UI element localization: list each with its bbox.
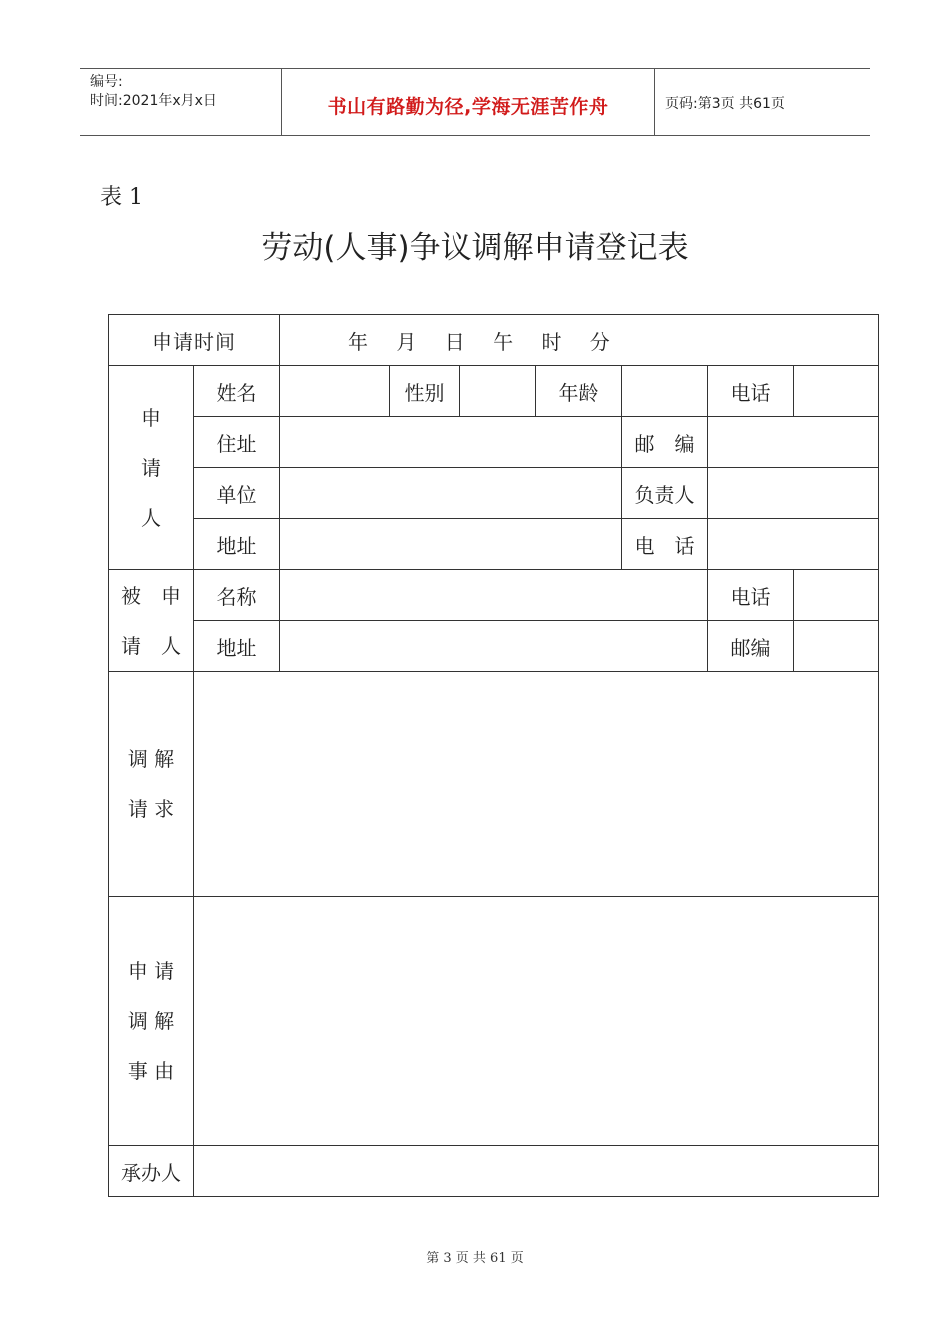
applicant-gender-field[interactable]	[460, 366, 536, 417]
respondent-address-field[interactable]	[280, 621, 708, 672]
apply-time-label: 申请时间	[109, 315, 280, 366]
mediation-request-field[interactable]	[194, 672, 879, 897]
applicant-phone-label: 电话	[708, 366, 794, 417]
page-header	[80, 68, 870, 136]
mediation-reason-field[interactable]	[194, 897, 879, 1146]
applicant-postcode-label: 邮 编	[622, 417, 708, 468]
apply-time-row	[109, 315, 879, 366]
applicant-employer-address-label: 地址	[194, 519, 280, 570]
applicant-employer-phone-label: 电 话	[622, 519, 708, 570]
applicant-address-label: 住址	[194, 417, 280, 468]
date-part-noon: 午	[493, 329, 514, 354]
date-part-hour: 时	[541, 329, 562, 354]
mediation-reason-row	[109, 897, 879, 1146]
applicant-employer-field[interactable]	[280, 468, 622, 519]
header-meta	[90, 73, 217, 111]
handler-row	[109, 1146, 879, 1197]
applicant-group-label: 申 请 人	[109, 366, 194, 570]
respondent-address-label: 地址	[194, 621, 280, 672]
respondent-postcode-label: 邮编	[708, 621, 794, 672]
form-title: 劳动(人事)争议调解申请登记表	[261, 230, 689, 266]
applicant-postcode-field[interactable]	[708, 417, 879, 468]
table-number-label: 表 1	[100, 185, 143, 210]
applicant-employer-phone-field[interactable]	[708, 519, 879, 570]
respondent-group-label: 被 申 请 人	[109, 570, 194, 672]
applicant-leader-label: 负责人	[622, 468, 708, 519]
applicant-row-address	[109, 417, 879, 468]
registration-form-table	[108, 314, 879, 1197]
applicant-name-field[interactable]	[280, 366, 390, 417]
mediation-request-label: 调 解 请 求	[109, 672, 194, 897]
date-part-month: 月	[396, 329, 417, 354]
applicant-row-employer-address	[109, 519, 879, 570]
document-number-label: 编号:	[90, 74, 123, 90]
handler-label: 承办人	[109, 1146, 194, 1197]
applicant-age-field[interactable]	[622, 366, 708, 417]
applicant-leader-field[interactable]	[708, 468, 879, 519]
respondent-postcode-field[interactable]	[794, 621, 879, 672]
header-page-info: 页码:第3页 共61页	[665, 96, 785, 112]
applicant-row-employer	[109, 468, 879, 519]
applicant-employer-label: 单位	[194, 468, 280, 519]
handler-field[interactable]	[194, 1146, 879, 1197]
date-part-day: 日	[444, 329, 465, 354]
respondent-row-address	[109, 621, 879, 672]
respondent-name-field[interactable]	[280, 570, 708, 621]
applicant-name-label: 姓名	[194, 366, 280, 417]
applicant-age-label: 年龄	[536, 366, 622, 417]
respondent-phone-label: 电话	[708, 570, 794, 621]
apply-time-field[interactable]	[280, 315, 879, 366]
applicant-phone-field[interactable]	[794, 366, 879, 417]
respondent-name-label: 名称	[194, 570, 280, 621]
applicant-address-field[interactable]	[280, 417, 622, 468]
mediation-reason-label: 申 请 调 解 事 由	[109, 897, 194, 1146]
header-motto: 书山有路勤为径,学海无涯苦作舟	[327, 96, 609, 118]
mediation-request-row	[109, 672, 879, 897]
applicant-row-name	[109, 366, 879, 417]
applicant-employer-address-field[interactable]	[280, 519, 622, 570]
respondent-phone-field[interactable]	[794, 570, 879, 621]
applicant-gender-label: 性别	[390, 366, 460, 417]
page-footer: 第 3 页 共 61 页	[426, 1251, 524, 1266]
header-divider	[654, 69, 655, 135]
date-part-year: 年	[348, 329, 368, 354]
date-part-minute: 分	[589, 329, 610, 354]
respondent-row-name	[109, 570, 879, 621]
document-time-label: 时间:2021年x月x日	[90, 93, 217, 109]
